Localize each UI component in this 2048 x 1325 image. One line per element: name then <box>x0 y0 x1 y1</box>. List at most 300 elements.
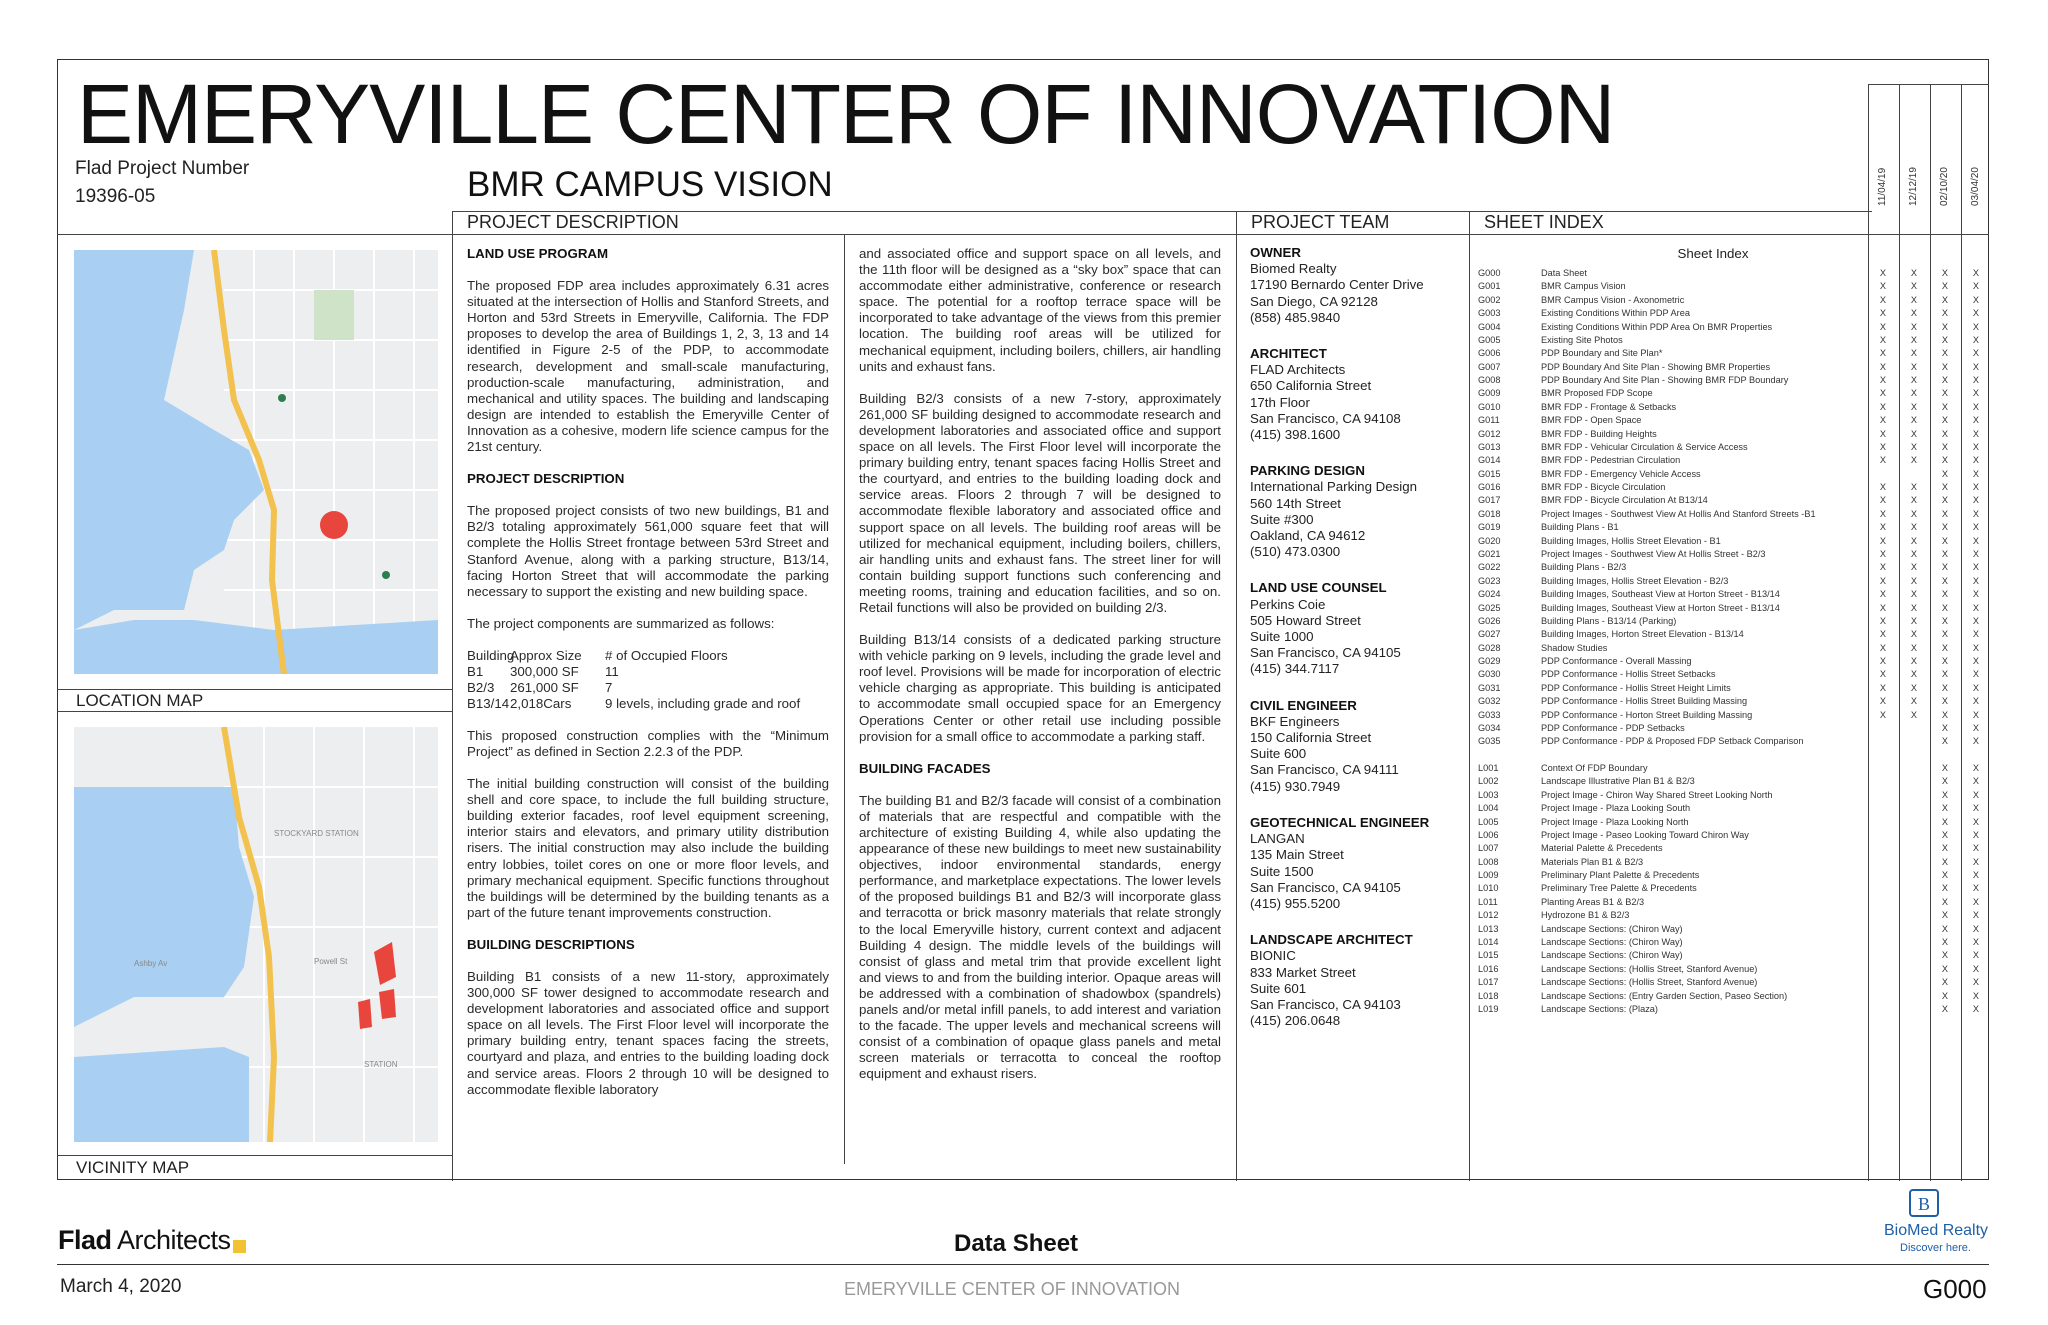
revision-mark: X <box>1879 495 1887 506</box>
sheet-code: L007 <box>1478 843 1499 854</box>
revision-mark: X <box>1941 428 1949 439</box>
revision-mark: X <box>1941 482 1949 493</box>
revision-mark: X <box>1972 455 1980 466</box>
revision-mark: X <box>1972 535 1980 546</box>
revision-mark: X <box>1910 375 1918 386</box>
footer-sheet-title: Data Sheet <box>954 1230 1079 1257</box>
location-map-graphic <box>74 250 438 674</box>
revision-mark: X <box>1941 589 1949 600</box>
size-cell: 9 levels, including grade and roof <box>605 695 801 711</box>
revision-mark: X <box>1972 281 1980 292</box>
revision-mark: X <box>1910 428 1918 439</box>
sheet-name: BMR FDP - Bicycle Circulation At B13/14 <box>1541 495 1708 506</box>
team-role: GEOTECHNICAL ENGINEER <box>1250 814 1430 830</box>
sheet-row <box>1478 763 2008 776</box>
revision-mark: X <box>1941 415 1949 426</box>
sheet-name: Landscape Sections: (Chiron Way) <box>1541 950 1683 961</box>
sheet-code: G014 <box>1478 455 1501 466</box>
revision-mark: X <box>1941 763 1949 774</box>
revision-mark: X <box>1910 615 1918 626</box>
team-line: 650 California Street <box>1250 378 1372 394</box>
revision-mark: X <box>1910 629 1918 640</box>
revision-mark: X <box>1972 923 1980 934</box>
revision-mark: X <box>1941 910 1949 921</box>
sheet-name: Building Images, Horton Street Elevation - B13/14 <box>1541 629 1744 640</box>
revision-mark: X <box>1879 361 1887 372</box>
revision-mark: X <box>1910 334 1918 345</box>
team-role: PARKING DESIGN <box>1250 463 1366 479</box>
sheet-name: Planting Areas B1 & B2/3 <box>1541 896 1645 907</box>
revision-mark: X <box>1941 803 1949 814</box>
footer-project-name: EMERYVILLE CENTER OF INNOVATION <box>844 1279 1181 1299</box>
revision-mark: X <box>1972 562 1980 573</box>
revision-mark: X <box>1972 789 1980 800</box>
sheet-code: G015 <box>1478 468 1501 479</box>
vicinity-map-top <box>57 711 452 712</box>
revision-mark: X <box>1972 669 1980 680</box>
sheet-code: G010 <box>1478 401 1501 412</box>
revision-mark: X <box>1941 334 1949 345</box>
team-line: (415) 398.1600 <box>1250 427 1341 443</box>
revision-mark: X <box>1972 776 1980 787</box>
revision-mark: X <box>1910 682 1918 693</box>
revision-mark: X <box>1941 709 1949 720</box>
sheet-row <box>1478 616 2008 629</box>
revision-mark: X <box>1879 482 1887 493</box>
team-line: (858) 485.9840 <box>1250 309 1341 325</box>
revision-mark: X <box>1972 870 1980 881</box>
team-line: San Diego, CA 92128 <box>1250 293 1378 309</box>
logo-text-bold: Flad <box>58 1225 112 1255</box>
revision-mark: X <box>1879 428 1887 439</box>
revision-mark: X <box>1941 348 1949 359</box>
sheet-code: G016 <box>1478 482 1501 493</box>
revision-mark: X <box>1941 468 1949 479</box>
revision-mark: X <box>1879 535 1887 546</box>
paragraph-b1-cont: and associated office and support space on all levels, and the 11th floor will be designed as a “sky box” space that can accommodate either administrative, conference or research space. The potential for a rooftop terrace space will be incorporated to take advantage of the views from this premier location. The building roof areas will be utilized for mechanical equipment, including boilers, chillers, air handling units and exhaust fans. <box>859 246 1221 374</box>
sheet-code: G011 <box>1478 415 1500 426</box>
sheet-row <box>1478 723 2008 736</box>
sheet-code: G002 <box>1478 294 1501 305</box>
sheet-row <box>1478 455 2008 468</box>
revision-mark: X <box>1910 388 1918 399</box>
sheet-row <box>1478 429 2008 442</box>
revision-mark: X <box>1941 535 1949 546</box>
team-entry <box>1250 580 1465 677</box>
team-line: San Francisco, CA 94108 <box>1250 410 1401 426</box>
team-role: ARCHITECT <box>1250 346 1327 362</box>
revision-mark: X <box>1941 388 1949 399</box>
team-role: CIVIL ENGINEER <box>1250 697 1357 713</box>
heading-building-descriptions: BUILDING DESCRIPTIONS <box>467 936 635 952</box>
revision-mark: X <box>1910 589 1918 600</box>
sheet-row <box>1478 442 2008 455</box>
sheet-row <box>1478 843 2008 856</box>
revision-mark: X <box>1972 816 1980 827</box>
sheet-row <box>1478 576 2008 589</box>
sheet-row <box>1478 536 2008 549</box>
sheet-row <box>1478 549 2008 562</box>
location-map <box>74 250 438 674</box>
sheet-code: G017 <box>1478 495 1501 506</box>
size-header: Building <box>467 647 515 663</box>
sheet-code: L011 <box>1478 896 1498 907</box>
revision-mark: X <box>1941 1003 1949 1014</box>
revision-mark: X <box>1941 548 1949 559</box>
sheet-row <box>1478 348 2008 361</box>
revision-mark: X <box>1879 455 1887 466</box>
sheet-code: G030 <box>1478 669 1501 680</box>
sheet-code: G027 <box>1478 629 1501 640</box>
revision-mark: X <box>1972 575 1980 586</box>
revision-mark: X <box>1972 642 1980 653</box>
map-street-label: STATION <box>364 1060 398 1069</box>
sheet-name: Project Image - Paseo Looking Toward Chiron Way <box>1541 829 1749 840</box>
revision-mark: X <box>1879 415 1887 426</box>
col-divider-4 <box>1469 211 1470 1181</box>
revision-mark: X <box>1972 441 1980 452</box>
revision-mark: X <box>1972 482 1980 493</box>
sheet-name: BMR FDP - Bicycle Circulation <box>1541 482 1666 493</box>
revision-mark: X <box>1879 602 1887 613</box>
sheet-name: Project Images - Southwest View At Hollis And Stanford Streets -B1 <box>1541 508 1816 519</box>
client-tagline: Discover here. <box>1900 1242 1971 1254</box>
sheet-name: Building Plans - B1 <box>1541 522 1619 533</box>
team-role: LANDSCAPE ARCHITECT <box>1250 932 1413 948</box>
revision-mark: X <box>1941 856 1949 867</box>
sheet-name: BMR FDP - Frontage & Setbacks <box>1541 401 1677 412</box>
size-cell: 7 <box>605 679 613 695</box>
sheet-code: L002 <box>1478 776 1499 787</box>
sheet-name: Landscape Sections: (Hollis Street, Stanford Avenue) <box>1541 963 1758 974</box>
revision-mark: X <box>1972 950 1980 961</box>
sheet-code: G009 <box>1478 388 1501 399</box>
revision-mark: X <box>1879 656 1887 667</box>
heading-project-description: PROJECT DESCRIPTION <box>467 471 625 487</box>
team-line: Suite 1500 <box>1250 863 1314 879</box>
revision-mark: X <box>1879 575 1887 586</box>
svg-text:B: B <box>1917 1194 1931 1214</box>
revision-mark: X <box>1972 268 1980 278</box>
sheet-code: G034 <box>1478 722 1501 733</box>
revision-mark: X <box>1941 829 1949 840</box>
revision-mark: X <box>1941 401 1949 412</box>
sheet-code: L014 <box>1478 937 1499 947</box>
revision-mark: X <box>1941 629 1949 640</box>
revision-mark: X <box>1879 281 1887 292</box>
team-entry <box>1250 815 1465 912</box>
project-number-label: Flad Project Number <box>75 158 250 179</box>
revision-mark: X <box>1910 696 1918 707</box>
revision-mark: X <box>1910 361 1918 372</box>
revision-mark: X <box>1941 990 1949 1001</box>
sheet-name: Project Image - Plaza Looking South <box>1541 803 1691 814</box>
team-line: (415) 344.7117 <box>1250 661 1340 677</box>
size-cell: 300,000 SF <box>510 663 579 679</box>
sheet-name: BMR FDP - Vehicular Circulation & Service Access <box>1541 441 1748 452</box>
paragraph-project-3: This proposed construction complies with the “Minimum Project” as defined in Section 2.2.3 of the PDP. <box>467 727 829 759</box>
sheet-code: G013 <box>1478 441 1501 452</box>
revision-mark: X <box>1972 856 1980 867</box>
revision-mark: X <box>1941 281 1949 292</box>
team-entry <box>1250 245 1465 326</box>
revision-mark: X <box>1879 321 1887 332</box>
revision-mark: X <box>1972 883 1980 894</box>
sheet-row <box>1478 375 2008 388</box>
revision-mark: X <box>1910 455 1918 466</box>
team-entry <box>1250 698 1465 795</box>
sheet-code: L010 <box>1478 883 1499 894</box>
team-line: BKF Engineers <box>1250 713 1340 729</box>
team-line: BIONIC <box>1250 948 1296 964</box>
sheet-name: PDP Conformance - PDP & Proposed FDP Setback Comparison <box>1541 736 1804 747</box>
size-cell: B2/3 <box>467 679 495 695</box>
logo-text: Architects <box>111 1225 231 1255</box>
sheet-code: L004 <box>1478 803 1499 814</box>
revision-date-2: 12/12/19 <box>1908 167 1919 206</box>
revision-mark: X <box>1941 656 1949 667</box>
revision-mark: X <box>1941 294 1949 305</box>
sheet-row <box>1478 522 2008 535</box>
sheet-name: Existing Site Photos <box>1541 334 1623 345</box>
sheet-name: Building Images, Southeast View at Horton Street - B13/14 <box>1541 602 1780 613</box>
team-line: San Francisco, CA 94105 <box>1250 645 1401 661</box>
revision-mark: X <box>1941 896 1949 907</box>
sheet-code: L003 <box>1478 789 1499 800</box>
header-divider <box>57 234 1989 235</box>
size-cell: 261,000 SF <box>510 679 579 695</box>
revision-mark: X <box>1941 963 1949 974</box>
description-column-2 <box>859 246 1221 1099</box>
revision-mark: X <box>1941 669 1949 680</box>
sheet-name: Project Image - Chiron Way Shared Street Looking North <box>1541 789 1773 800</box>
revision-mark: X <box>1879 669 1887 680</box>
sheet-row <box>1478 268 2008 281</box>
sheet-code: L013 <box>1478 923 1499 934</box>
sheet-row <box>1478 643 2008 656</box>
sheet-name: Materials Plan B1 & B2/3 <box>1541 856 1644 867</box>
sheet-row <box>1478 790 2008 803</box>
revision-mark: X <box>1941 883 1949 894</box>
paragraph-project-2: The project components are summarized as follows: <box>467 615 775 631</box>
sheet-row <box>1478 817 2008 830</box>
team-line: Suite 600 <box>1250 746 1307 762</box>
revision-mark: X <box>1879 642 1887 653</box>
size-header: # of Occupied Floors <box>605 647 728 663</box>
sheet-row <box>1478 562 2008 575</box>
sheet-name: Material Palette & Precedents <box>1541 843 1663 854</box>
revision-mark: X <box>1941 441 1949 452</box>
revision-mark: X <box>1972 321 1980 332</box>
sheet-code: G026 <box>1478 615 1501 626</box>
revision-date-4: 03/04/20 <box>1970 167 1981 206</box>
sheet-code: G019 <box>1478 522 1501 533</box>
sheet-name: PDP Conformance - Hollis Street Building Massing <box>1541 696 1748 707</box>
sheet-row <box>1478 683 2008 696</box>
revision-mark: X <box>1941 575 1949 586</box>
paragraph-land-use: The proposed FDP area includes approximately 6.31 acres situated at the intersection of Hollis and Stanford Streets, and Horton and 53rd Streets in Emeryville, California. The FDP proposes to develop the area of Buildings 1, 2, 3, 13 and 14 identified in Figure 2-5 of the PDP, to accommodate research, development and small-scale manufacturing, production-scale manufacturing, administration, and mechanical and utility spaces. The building and landscaping design are intended to establish the Emeryville Center of Innovation as a cohesive, modern life science campus for the 21st century. <box>467 278 829 455</box>
revision-mark: X <box>1941 843 1949 854</box>
sheet-row <box>1478 281 2008 294</box>
sheet-row <box>1478 696 2008 709</box>
sheet-name: BMR Proposed FDP Scope <box>1541 388 1653 399</box>
sheet-name: PDP Boundary And Site Plan - Showing BMR FDP Boundary <box>1541 375 1789 386</box>
team-role: LAND USE COUNSEL <box>1250 580 1387 596</box>
sheet-code: G005 <box>1478 334 1501 345</box>
revision-mark: X <box>1941 375 1949 386</box>
sheet-row <box>1478 589 2008 602</box>
revision-mark: X <box>1941 522 1949 533</box>
map-street-label: STOCKYARD STATION <box>274 829 359 838</box>
revision-mark: X <box>1941 615 1949 626</box>
revision-mark: X <box>1941 816 1949 827</box>
sheet-row <box>1478 803 2008 816</box>
issue-date: March 4, 2020 <box>60 1276 182 1297</box>
col-divider-3 <box>1236 211 1237 1181</box>
sheet-name: Building Images, Southeast View at Horton Street - B13/14 <box>1541 589 1780 600</box>
revision-date-3: 02/10/20 <box>1939 167 1950 206</box>
revision-mark: X <box>1879 696 1887 707</box>
revision-mark: X <box>1972 937 1980 947</box>
revision-mark: X <box>1941 642 1949 653</box>
team-line: Suite #300 <box>1250 511 1314 527</box>
sheet-name: Landscape Sections: (Plaza) <box>1541 1003 1658 1014</box>
location-map-divider <box>57 689 452 690</box>
sheet-row <box>1478 308 2008 321</box>
revision-mark: X <box>1910 281 1918 292</box>
logo-square-icon <box>233 1240 246 1253</box>
sheet-row <box>1478 629 2008 642</box>
team-line: 17th Floor <box>1250 394 1310 410</box>
team-line: 17190 Bernardo Center Drive <box>1250 277 1424 293</box>
revision-mark: X <box>1910 562 1918 573</box>
sheet-row <box>1478 964 2008 977</box>
size-cell: B13/14 <box>467 695 510 711</box>
sheet-row <box>1478 710 2008 723</box>
revision-mark: X <box>1879 562 1887 573</box>
team-entry <box>1250 932 1465 1029</box>
sheet-name: Landscape Sections: (Entry Garden Section, Paseo Section) <box>1541 990 1788 1001</box>
sheet-name: Landscape Sections: (Chiron Way) <box>1541 937 1683 947</box>
revision-mark: X <box>1910 522 1918 533</box>
sheet-name: Building Images, Hollis Street Elevation - B2/3 <box>1541 575 1729 586</box>
sheet-row <box>1478 870 2008 883</box>
revision-mark: X <box>1910 642 1918 653</box>
sheet-name: PDP Conformance - Overall Massing <box>1541 656 1692 667</box>
team-line: (415) 206.0648 <box>1250 1013 1341 1029</box>
revision-mark: X <box>1910 535 1918 546</box>
sheet-name: Hydrozone B1 & B2/3 <box>1541 910 1630 921</box>
team-entry <box>1250 346 1465 443</box>
team-line: Oakland, CA 94612 <box>1250 528 1366 544</box>
sheet-name: BMR FDP - Emergency Vehicle Access <box>1541 468 1701 479</box>
revision-mark: X <box>1941 870 1949 881</box>
revision-mark: X <box>1972 428 1980 439</box>
sheet-name: PDP Conformance - Horton Street Building Massing <box>1541 709 1753 720</box>
heading-building-facades: BUILDING FACADES <box>859 760 991 776</box>
sheet-row <box>1478 415 2008 428</box>
sheet-row <box>1478 1004 2008 1017</box>
revision-mark: X <box>1972 294 1980 305</box>
revision-mark: X <box>1879 615 1887 626</box>
biomed-logo-icon <box>1904 1188 1944 1218</box>
revision-mark: X <box>1879 375 1887 386</box>
project-number: 19396-05 <box>75 186 156 207</box>
sheet-row <box>1478 897 2008 910</box>
revision-mark: X <box>1941 736 1949 747</box>
sheet-name: PDP Conformance - Hollis Street Setbacks <box>1541 669 1716 680</box>
revision-mark: X <box>1972 348 1980 359</box>
revision-mark: X <box>1879 441 1887 452</box>
revision-mark: X <box>1972 522 1980 533</box>
section-header-team: PROJECT TEAM <box>1251 212 1390 232</box>
sheet-code: G003 <box>1478 308 1501 319</box>
sheet-code: G022 <box>1478 562 1501 573</box>
sheet-code: G004 <box>1478 321 1501 332</box>
revision-mark: X <box>1910 441 1918 452</box>
revision-mark: X <box>1972 334 1980 345</box>
sheet-name: BMR FDP - Open Space <box>1541 415 1642 426</box>
map-street-label: Powell St <box>314 957 348 966</box>
revision-mark: X <box>1972 361 1980 372</box>
revision-mark: X <box>1879 308 1887 319</box>
sheet-row <box>1478 776 2008 789</box>
revision-mark: X <box>1910 669 1918 680</box>
revision-date-1: 11/04/19 <box>1877 167 1888 206</box>
revision-mark: X <box>1972 763 1980 774</box>
rev-top-line <box>1868 84 1989 85</box>
description-column-1 <box>467 246 829 1114</box>
sheet-code: G033 <box>1478 709 1501 720</box>
team-line: San Francisco, CA 94103 <box>1250 996 1401 1012</box>
team-line: 135 Main Street <box>1250 847 1344 863</box>
sheet-row <box>1478 603 2008 616</box>
revision-mark: X <box>1879 508 1887 519</box>
revision-mark: X <box>1910 415 1918 426</box>
revision-mark: X <box>1941 696 1949 707</box>
revision-mark: X <box>1910 602 1918 613</box>
sheet-name: PDP Conformance - Hollis Street Height Limits <box>1541 682 1731 693</box>
revision-mark: X <box>1879 548 1887 559</box>
team-line: Suite 1000 <box>1250 629 1314 645</box>
revision-mark: X <box>1879 268 1887 278</box>
sheet-name: Existing Conditions Within PDP Area <box>1541 308 1690 319</box>
team-line: 150 California Street <box>1250 730 1372 746</box>
revision-mark: X <box>1972 615 1980 626</box>
revision-mark: X <box>1972 468 1980 479</box>
sheet-row <box>1478 883 2008 896</box>
revision-mark: X <box>1972 548 1980 559</box>
sheet-code: L009 <box>1478 870 1499 881</box>
vicinity-map-label: VICINITY MAP <box>76 1158 190 1177</box>
revision-mark: X <box>1941 923 1949 934</box>
revision-mark: X <box>1941 508 1949 519</box>
sheet-subtitle: BMR CAMPUS VISION <box>467 165 833 204</box>
revision-mark: X <box>1972 656 1980 667</box>
sheet-row <box>1478 388 2008 401</box>
sheet-name: Building Images, Hollis Street Elevation - B1 <box>1541 535 1721 546</box>
revision-mark: X <box>1972 629 1980 640</box>
map-street-label: Ashby Av <box>134 959 168 968</box>
sheet-name: Preliminary Tree Palette & Precedents <box>1541 883 1697 894</box>
revision-mark: X <box>1941 776 1949 787</box>
sheet-row <box>1478 362 2008 375</box>
revision-mark: X <box>1910 294 1918 305</box>
col-divider-1 <box>452 211 453 1181</box>
sheet-code: G032 <box>1478 696 1501 707</box>
size-cell: 2,018Cars <box>510 695 572 711</box>
revision-mark: X <box>1941 950 1949 961</box>
